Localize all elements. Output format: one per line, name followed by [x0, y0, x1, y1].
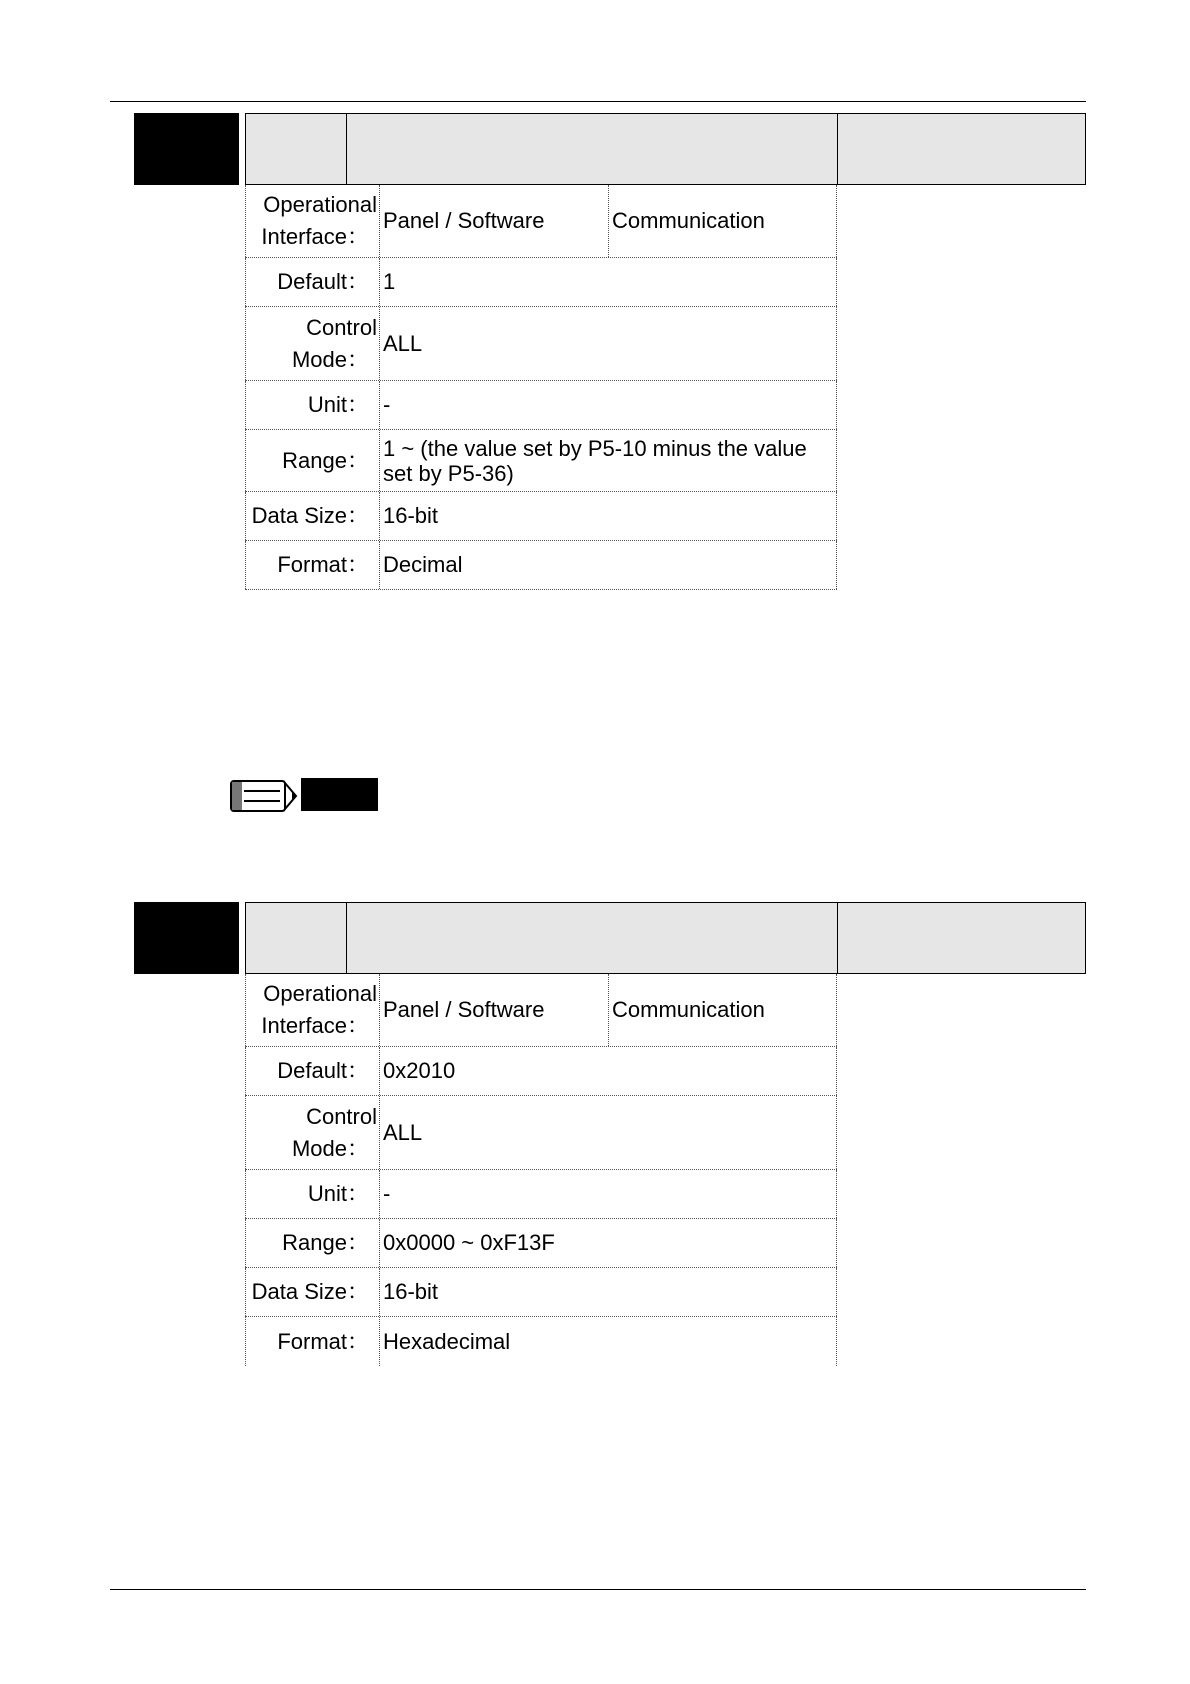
label-operational: Operational — [263, 192, 377, 217]
row-default — [245, 1047, 837, 1096]
label-control: Control — [306, 1103, 377, 1129]
row-unit — [245, 1170, 837, 1219]
value-format: Hexadecimal — [380, 1317, 837, 1366]
value-default: 1 — [380, 258, 837, 306]
header-rule — [110, 101, 1086, 102]
row-unit — [245, 381, 837, 430]
row-data-size — [245, 1268, 837, 1317]
label-unit: Unit： — [245, 1170, 380, 1218]
value-default: 0x2010 — [380, 1047, 837, 1095]
value-communication: Communication — [609, 974, 837, 1046]
parameter-code-box — [134, 902, 239, 974]
row-control-mode — [245, 307, 837, 381]
parameter-table — [245, 974, 837, 1366]
footer-rule — [110, 1589, 1086, 1590]
label-interface: Interface： — [261, 224, 369, 249]
row-operational-interface — [245, 185, 837, 258]
row-range — [245, 430, 837, 492]
label-default: Default： — [245, 258, 380, 306]
label-unit: Unit： — [245, 381, 380, 429]
parameter-header — [245, 902, 1086, 974]
label-data-size: Data Size： — [245, 1268, 380, 1316]
row-data-size — [245, 492, 837, 541]
value-data-size: 16-bit — [380, 492, 837, 540]
label-range: Range： — [245, 1219, 380, 1267]
label-format: Format： — [245, 541, 380, 589]
row-operational-interface — [245, 974, 837, 1047]
label-control: Control — [306, 314, 377, 340]
row-control-mode — [245, 1096, 837, 1170]
label-interface: Interface： — [261, 1013, 369, 1038]
parameter-code-box — [134, 113, 239, 185]
label-operational: Operational — [263, 981, 377, 1006]
value-range: 0x0000 ~ 0xF13F — [380, 1219, 837, 1267]
label-default: Default： — [245, 1047, 380, 1095]
value-range: 1 ~ (the value set by P5-10 minus the value set by P5-36) — [380, 430, 837, 491]
row-default — [245, 258, 837, 307]
label-data-size: Data Size： — [245, 492, 380, 540]
label-format: Format： — [245, 1317, 380, 1366]
note-label-box — [301, 778, 378, 811]
row-range — [245, 1219, 837, 1268]
value-format: Decimal — [380, 541, 837, 589]
label-range: Range： — [245, 430, 380, 491]
value-control-mode: ALL — [380, 1096, 837, 1169]
row-format — [245, 1317, 837, 1366]
value-panel-software: Panel / Software — [380, 185, 609, 257]
value-panel-software: Panel / Software — [380, 974, 609, 1046]
value-control-mode: ALL — [380, 307, 837, 380]
pencil-note-icon — [230, 779, 298, 813]
value-data-size: 16-bit — [380, 1268, 837, 1316]
label-mode: Mode： — [291, 1135, 369, 1161]
parameter-header — [245, 113, 1086, 185]
value-unit: - — [380, 1170, 837, 1218]
row-format — [245, 541, 837, 590]
value-communication: Communication — [609, 185, 837, 257]
value-unit: - — [380, 381, 837, 429]
parameter-table — [245, 185, 837, 590]
label-mode: Mode： — [291, 346, 369, 372]
